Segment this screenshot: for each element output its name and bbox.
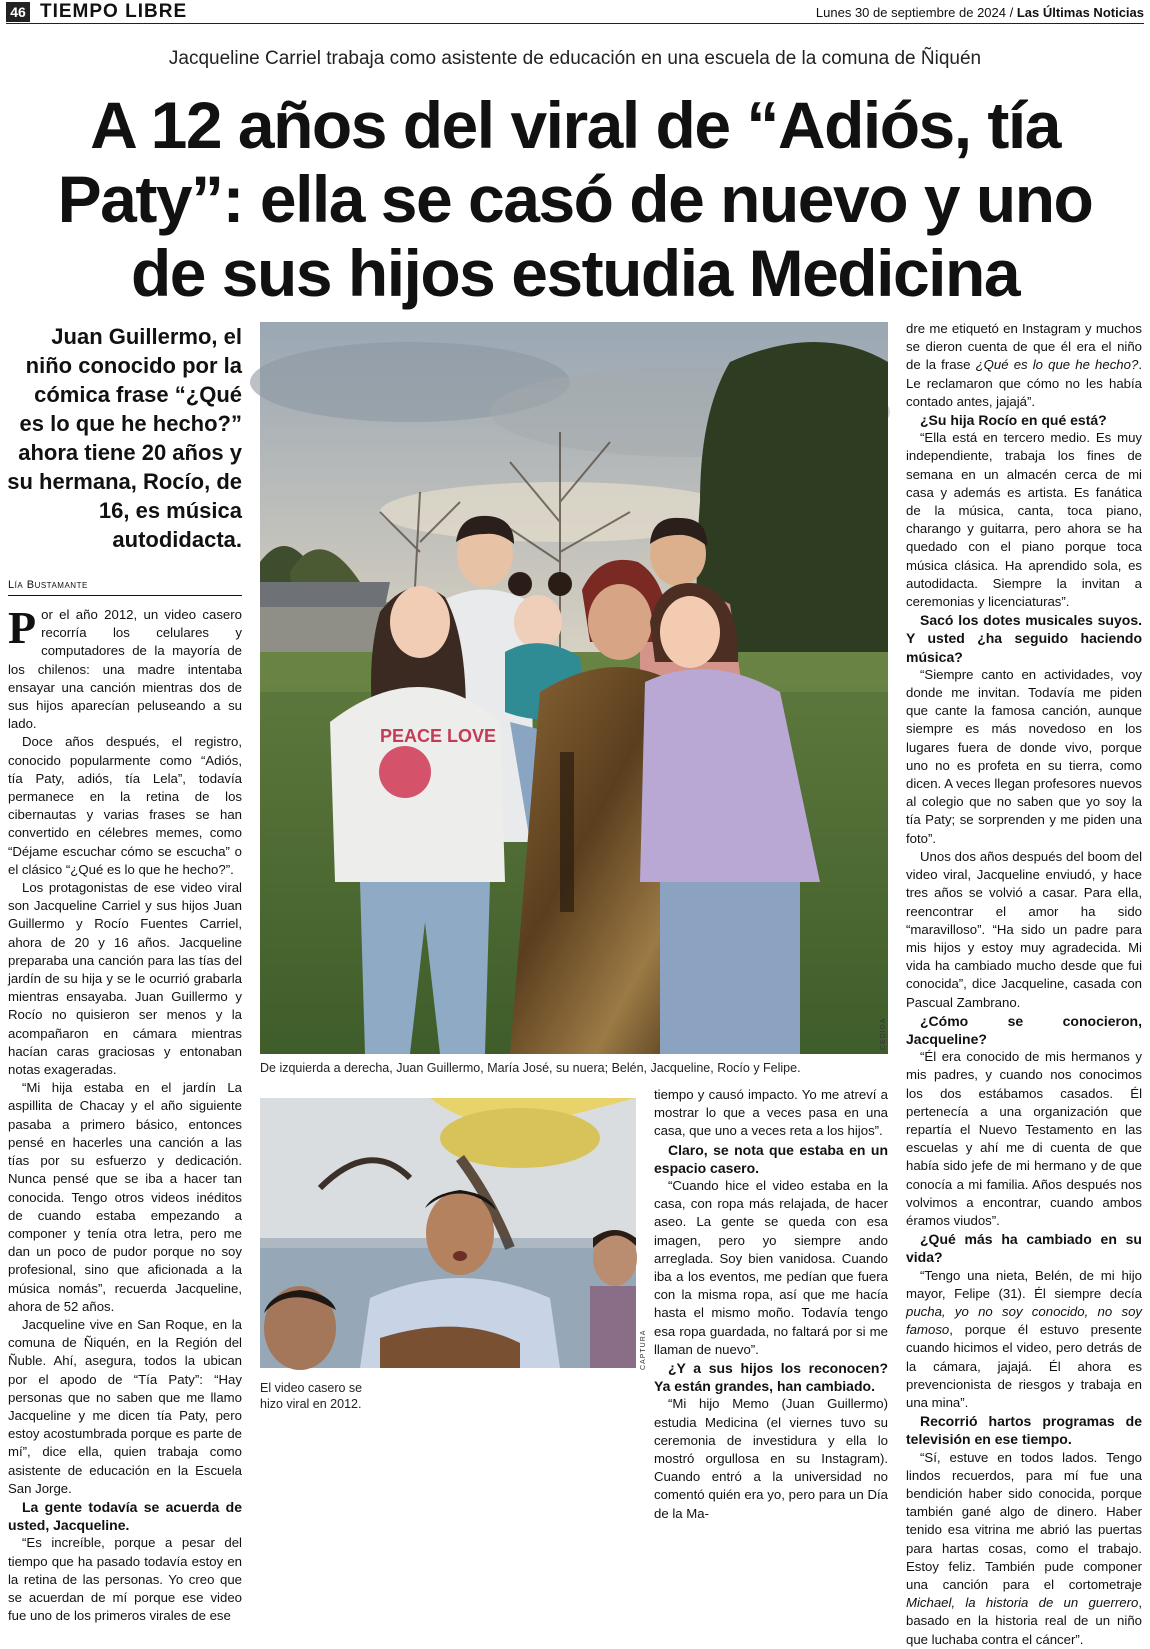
quoted-phrase: ¿Qué es lo que he hecho?	[975, 357, 1139, 373]
article-deck: Juan Guillermo, el niño conocido por la cómica frase “¿Qué es lo que he hecho?” ahora tiene 20 años y su hermana, Rocío, de 16, es música autodidacta.	[7, 324, 242, 552]
section-title: TIEMPO LIBRE	[40, 1, 188, 22]
header-dateline	[816, 5, 1144, 21]
family-photo-illustration	[260, 322, 888, 1054]
paragraph: “Mi hijo Memo (Juan Guillermo) estudia Medicina (el viernes tuvo su ceremonia de investidura y ella lo mostró orgullosa en su Instagram). Cuando entró a la universidad no comentó quién era yo, pero para un Día de la Ma-	[654, 1396, 888, 1521]
dateline-separator: /	[1006, 5, 1017, 20]
paragraph-text: “Tengo una nieta, Belén, de mi hijo mayor, Felipe (31). Él siempre decía	[906, 1267, 1142, 1301]
article-column-1	[8, 602, 242, 1625]
viral-video-screenshot	[260, 1098, 636, 1368]
quoted-phrase: pucha, yo no soy conocido, no soy famoso	[906, 1303, 1142, 1338]
paragraph: “Es increíble, porque a pesar del tiempo que ha pasado todavía estoy en la retina de las personas. Yo creo que se acuerdan de mí porque ese video fue uno de los primeros virales de ese	[8, 1535, 242, 1624]
paragraph: tiempo y causó impacto. Yo me atreví a mostrar lo que a veces pasa en una casa, que uno a veces reta a los hijos”.	[654, 1087, 888, 1139]
article-column-2	[654, 1086, 888, 1523]
viral-video-illustration	[260, 1098, 636, 1368]
interview-question: ¿Cómo se conocieron, Jacqueline?	[906, 1012, 1142, 1047]
drop-cap: P	[8, 602, 37, 653]
paragraph	[906, 1449, 1142, 1649]
paragraph: “Él era conocido de mis hermanos y mis padres, y cuando nos conocimos los dos estábamos casados. Él pertenecía a una organización que repartía el Nuevo Testamento en las escuelas y ahí me di cuenta de que había sido jefe de mi hermano y de que conocía a mi familia. Años después nos volvimos a encontrar, cuando ambos éramos viudos”.	[906, 1049, 1142, 1228]
interview-question: Claro, se nota que estaba en un espacio casero.	[654, 1141, 888, 1176]
paragraph: “Cuando hice el video estaba en la casa, con ropa más relajada, de hacer aseo. La gente se queda con esa imagen, pero yo siempre ando arreglada. Soy bien vanidosa. Cuando iba a los eventos, me pedían que fuera con la misma ropa, así que me hacía hasta el mismo moño. Todavía tengo esa ropa guardada, no faltará por si me llaman de nuevo”.	[654, 1178, 888, 1357]
paragraph: Los protagonistas de ese video viral son Jacqueline Carriel y sus hijos Juan Guillermo y Rocío Fuentes Carriel, ahora de 20 y 16 años. Jacqueline preparaba una canción para las tías del jardín de su hija y se le ocurrió grabarla mientras ensayaba. Juan Guillermo y Rocío no quisieron ser menos y la acompañaron en cámara mientras hacían caras graciosas y entonaban notas exageradas.	[8, 880, 242, 1078]
paragraph: “Ella está en tercero medio. Es muy independiente, trabaja los fines de semana en un almacén cerca de mi casa y además es artista. Es fanática de la música, canta, toca piano, charango y guitarra, pero ahora se ha quedado con el piano porque toca música clásica. Ha aprendido sola, es autodidacta. Siempre la invitan a ceremonias y licenciaturas”.	[906, 430, 1142, 610]
byline	[8, 578, 242, 596]
paragraph	[8, 602, 242, 733]
paragraph-text: . Le reclamaron que cómo no les había contado antes, jajajá”.	[906, 357, 1142, 409]
interview-question: ¿Y a sus hijos los reconocen? Ya están grandes, han cambiado.	[654, 1360, 888, 1395]
article-headline: A 12 años del viral de “Adiós, tía Paty”: ella se casó de nuevo y uno de sus hijos estudia Medicina	[57, 88, 1093, 310]
paragraph: Jacqueline vive en San Roque, en la comuna de Ñiquén, en la Región del Ñuble. Ahí, asegura, todos la ubican por el apodo de “Tía Paty”: “Hay personas que no saben que me llamo Jacqueline y me dicen tía Paty, pero estoy acostumbrada porque es parte de mí”, dice ella, quien trabaja como asistente de educación en la Escuela San Jorge.	[8, 1316, 242, 1496]
interview-question: ¿Qué más ha cambiado en su vida?	[906, 1231, 1142, 1266]
main-photo-credit: CEDIDA	[880, 1017, 887, 1050]
small-photo-caption: El video casero se hizo viral en 2012.	[260, 1381, 363, 1411]
byline-author: Lía Bustamante	[8, 579, 88, 591]
paragraph: Doce años después, el registro, conocido popularmente como “Adiós, tía Paty, adiós, tía Lela”, todavía permanece en la retina de los cibernautas y varias frases se han convertido en célebres memes, como “Déjame escuchar cómo se escucha” o el clásico “¿Qué es lo que he hecho?”.	[8, 734, 242, 877]
paragraph	[906, 320, 1142, 411]
paragraph-text: , porque él estuvo presente cuando hicimos el video, pero detrás de la cámara, jajajá. Él ahora es prevencionista de riesgos y trabaja en una mina”.	[906, 1322, 1142, 1410]
newspaper-name: Las Últimas Noticias	[1016, 5, 1144, 20]
interview-question: Sacó los dotes musicales suyos. Y usted ¿ha seguido haciendo música?	[906, 612, 1142, 665]
paragraph: “Mi hija estaba en el jardín La aspillita de Chacay y el año siguiente pasaba a primero básico, entonces pensé en hacerles una canción a las tías por su esfuerzo y dedicación. Nunca pensé que se iba a hacer tan conocida. Tengo otros videos inéditos de cuando estaba empezando a componer y tenía otra letra, pero me dan un poco de pudor porque no soy profesional, sino que aficionada a la música nomás”, recuerda Jacqueline, ahora de 52 años.	[8, 1080, 242, 1314]
interview-question: ¿Su hija Rocío en qué está?	[920, 412, 1107, 429]
film-title: Michael, la historia de un guerrero	[906, 1595, 1139, 1611]
interview-question: La gente todavía se acuerda de usted, Jacqueline.	[8, 1498, 242, 1534]
family-photo	[260, 322, 888, 1054]
article-kicker: Jacqueline Carriel trabaja como asistente de educación en una escuela de la comuna de Ñiquén	[168, 48, 982, 69]
interview-question: Recorrió hartos programas de televisión en ese tiempo.	[906, 1413, 1142, 1448]
paragraph: Unos dos años después del boom del video viral, Jacqueline enviudó, y hace tres años se volvió a casar. Para ella, reencontrar el amor ha sido “maravilloso”. “Ha sido un padre para mis hijos y estoy muy agradecida. Mi vida ha cambiado mucho desde que fui conocida”, dice Jacqueline, casada con Pascual Zambrano.	[906, 848, 1142, 1010]
paragraph	[906, 1267, 1142, 1413]
paragraph-text: or el año 2012, un video casero recorría los celulares y computadores de la mayoría de los chilenos: una madre intentaba ensayar una canción mientras dos de sus hijos aparecían peluseando a su lado.	[8, 607, 242, 732]
page-number: 46	[6, 2, 30, 22]
paragraph-text: dre me etiquetó en Instagram y muchos se dieron cuenta de que él era el niño de la frase	[906, 321, 1142, 373]
article-column-3	[906, 320, 1142, 1649]
main-photo-caption: De izquierda a derecha, Juan Guillermo, María José, su nuera; Belén, Jacqueline, Rocío y Felipe.	[260, 1061, 801, 1075]
paragraph: “Siempre canto en actividades, voy donde me invitan. Todavía me piden que cante la famosa canción, aunque siempre es más novedoso en los lugares fuera de donde vivo, porque uno no es profeta en su tierra, como dicen. A veces llegan profesores nuevos al colegio que no saben que yo soy la tía Paty; se sorprenden y me piden una foto”.	[906, 666, 1142, 846]
publication-date: Lunes 30 de septiembre de 2024	[815, 5, 1006, 20]
paragraph-text: “Sí, estuve en todos lados. Tengo lindos recuerdos, para mí fue una bendición haber sido conocida, porque también gané algo de dinero. Haber tenido esa vitrina me abrió las puertas para hartas cosas, como el trabajo. Estoy feliz. También pude componer una canción para el cortometraje	[906, 1449, 1142, 1593]
shirt-print-text: PEACE LOVE	[380, 726, 497, 746]
page-header	[6, 2, 1144, 24]
small-photo-credit: CAPTURA	[640, 1329, 647, 1370]
paragraph-text: , basado en la historia real de un niño que luchaba contra el cáncer”.	[906, 1595, 1142, 1647]
